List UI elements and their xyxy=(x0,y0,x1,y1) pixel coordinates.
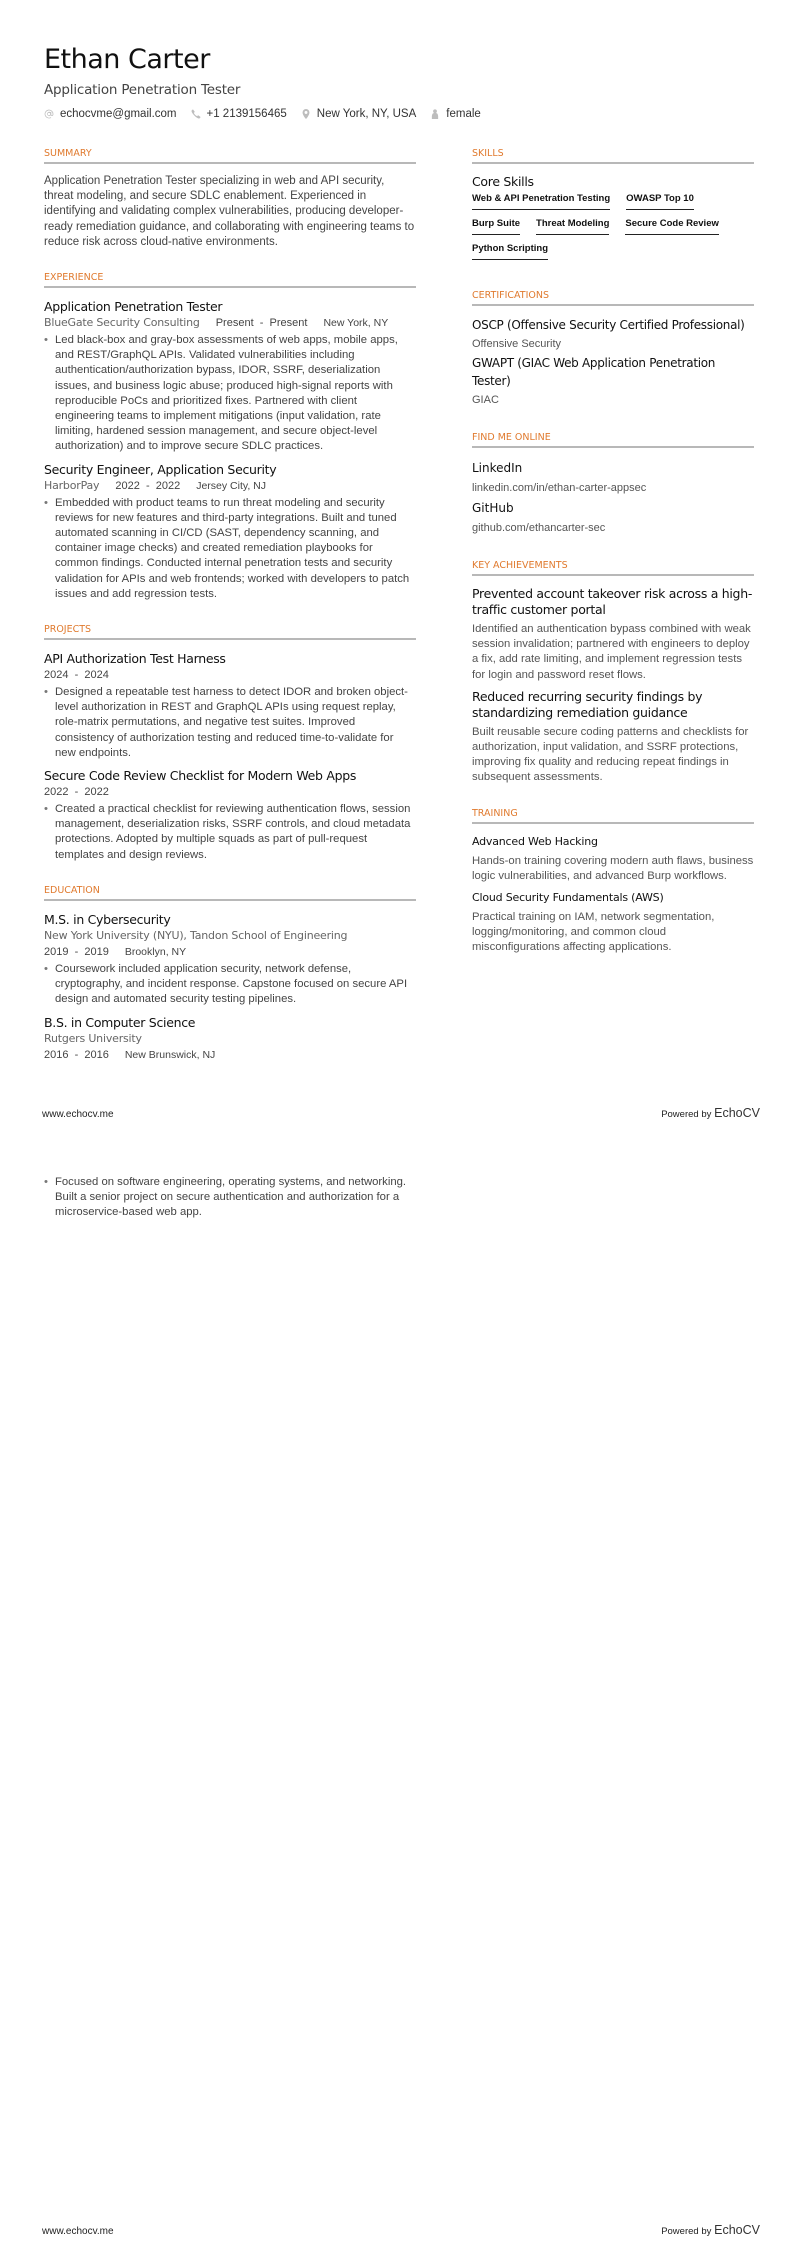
training-title: Cloud Security Fundamentals (AWS) xyxy=(472,891,664,905)
section-title: SUMMARY xyxy=(44,148,416,164)
education-meta xyxy=(44,1047,416,1063)
education-bullets xyxy=(44,1175,416,1221)
project-meta xyxy=(44,667,416,683)
person-icon xyxy=(430,109,440,119)
right-column xyxy=(472,148,754,978)
project-bullets xyxy=(44,685,416,761)
cert-name: OSCP (Offensive Security Certified Professional) xyxy=(472,318,745,332)
link-label-linkedin: LinkedIn xyxy=(472,461,523,475)
education-bullets xyxy=(44,962,416,1008)
job-dates: 2022 - 2022 xyxy=(115,479,181,492)
job-location: New York, NY xyxy=(323,317,389,330)
section-title: PROJECTS xyxy=(44,624,416,640)
contact-location xyxy=(301,108,417,120)
cert-name: GWAPT (GIAC Web Application Penetration Tester) xyxy=(472,356,716,388)
footer-powered xyxy=(661,2223,760,2237)
skills-group-title: Core Skills xyxy=(472,174,534,189)
achievement-desc: Identified an authentication bypass combined with weak session invalidation; partnered with engineers to deploy a fix, add rate limiting, and implement regression tests for login and password reset flows. xyxy=(472,623,751,681)
project-dates: 2024 - 2024 xyxy=(44,669,109,682)
contact-phone-text: +1 2139156465 xyxy=(206,108,287,120)
resume-page-2 xyxy=(0,1123,794,2246)
degree-title: B.S. in Computer Science xyxy=(44,1014,196,1030)
section-title: CERTIFICATIONS xyxy=(472,290,754,306)
map-pin-icon xyxy=(301,109,311,119)
job-title: Security Engineer, Application Security xyxy=(44,461,277,477)
contact-list xyxy=(44,108,495,120)
page-footer xyxy=(42,2223,760,2237)
section-title: EDUCATION xyxy=(44,885,416,901)
contact-gender xyxy=(430,108,481,120)
skill-tag: OWASP Top 10 xyxy=(626,193,694,210)
job-title: Application Penetration Tester xyxy=(44,299,223,315)
link-label-github: GitHub xyxy=(472,501,514,515)
cert-issuer: GIAC xyxy=(472,394,499,406)
online-section xyxy=(472,432,754,538)
skills-section xyxy=(472,148,754,268)
achievement-desc: Built reusable secure coding patterns and checklists for authorization, input validation, and SSRF protections, improving fix quality and reducing repeat findings in subsequent assessments. xyxy=(472,725,749,784)
contact-phone[interactable] xyxy=(191,108,287,120)
skill-tag: Burp Suite xyxy=(472,218,520,235)
project-title: API Authorization Test Harness xyxy=(44,651,226,667)
project-dates: 2022 - 2022 xyxy=(44,786,109,799)
contact-email-text: echocvme@gmail.com xyxy=(60,108,177,120)
education-dates: 2019 - 2019 xyxy=(44,945,109,958)
company-name: BlueGate Security Consulting xyxy=(44,316,200,330)
school-name: New York University (NYU), Tandon School of Engineering xyxy=(44,928,348,942)
education-entry xyxy=(44,911,416,1008)
skill-tag: Threat Modeling xyxy=(536,218,609,235)
education-dates: 2016 - 2016 xyxy=(44,1048,109,1061)
experience-section xyxy=(44,272,416,602)
training-section xyxy=(472,808,754,956)
job-location: Jersey City, NJ xyxy=(196,479,267,492)
training-title: Advanced Web Hacking xyxy=(472,834,598,848)
powered-by-label: Powered by xyxy=(661,2226,712,2237)
experience-entry xyxy=(44,298,416,455)
education-location: Brooklyn, NY xyxy=(124,945,187,958)
school-line xyxy=(44,1031,416,1047)
skill-tag: Secure Code Review xyxy=(625,218,718,235)
achievement-title: Prevented account takeover risk across a high-traffic customer portal xyxy=(472,586,753,617)
project-entry xyxy=(44,650,416,761)
page-footer xyxy=(42,1106,760,1120)
education-meta xyxy=(44,944,416,960)
powered-by-label: Powered by xyxy=(661,1109,712,1120)
training-desc: Hands-on training covering modern auth flaws, business logic vulnerabilities, and advanced Burp workflows. xyxy=(472,854,754,882)
education-continued xyxy=(44,1173,416,1227)
company-name: HarborPay xyxy=(44,478,100,492)
school-line xyxy=(44,928,416,944)
bullet-item: • Created a practical checklist for reviewing authentication flows, session management, deserialization risks, SSRF controls, and cloud metadata protections. Adopted by multiple squads as part of pull-request templates and design reviews. xyxy=(44,802,416,863)
section-title: FIND ME ONLINE xyxy=(472,432,754,448)
resume-header xyxy=(44,44,495,120)
projects-section xyxy=(44,624,416,863)
contact-gender-text: female xyxy=(446,108,481,120)
degree-title: M.S. in Cybersecurity xyxy=(44,911,171,927)
achievements-section xyxy=(472,560,754,786)
certifications-section xyxy=(472,290,754,410)
skill-tag: Web & API Penetration Testing xyxy=(472,193,610,210)
bullet-item: • Coursework included application security, network defense, cryptography, and incident response. Capstone focused on secure API design and automated security testing pipelines. xyxy=(44,962,416,1008)
bullet-item: • Designed a repeatable test harness to detect IDOR and broken object-level authorization in REST and GraphQL APIs using request replay, role-matrix permutations, and negative test suites. Improved consistency of authorization testing and reduced time-to-validate for new endpoints. xyxy=(44,685,416,761)
bullet-item: • Led black-box and gray-box assessments of web apps, mobile apps, and REST/GraphQL APIs. Validated vulnerabilities including authentication/authorization bypass, IDOR, SSRF, deserialization issues, and business logic abuse; produced high-signal reports with reproducible PoCs and prioritized fixes. Partnered with client engineering teams to implement mitigations (input validation, rate limiting, hardened session management, and secure object-level authorization) and to improve secure SDLC practices. xyxy=(44,333,416,455)
contact-email[interactable] xyxy=(44,108,177,120)
footer-website-link[interactable]: www.echocv.me xyxy=(42,1109,114,1120)
brand-link[interactable]: EchoCV xyxy=(714,2223,760,2237)
at-sign-icon xyxy=(44,109,54,119)
job-bullets xyxy=(44,333,416,455)
bullet-item: • Focused on software engineering, operating systems, and networking. Built a senior project on secure authentication and authorization for a microservice-based web app. xyxy=(44,1175,416,1221)
left-column xyxy=(44,148,416,1085)
project-bullets xyxy=(44,802,416,863)
job-bullets xyxy=(44,496,416,602)
link-url-linkedin[interactable]: linkedin.com/in/ethan-carter-appsec xyxy=(472,482,647,494)
phone-icon xyxy=(191,109,201,119)
experience-entry xyxy=(44,461,416,602)
candidate-name: Ethan Carter xyxy=(44,44,210,75)
bullet-item: • Embedded with product teams to run threat modeling and security reviews for new features and third-party integrations. Built and tuned automated scanning in CI/CD (SAST, dependency scanning, and container image checks) and created remediation playbooks for common findings. Conducted internal penetration tests and security validation for APIs and web frontends; worked with developers to patch issues and add regression tests. xyxy=(44,496,416,602)
section-title: EXPERIENCE xyxy=(44,272,416,288)
link-url-github[interactable]: github.com/ethancarter-sec xyxy=(472,522,606,534)
section-title: KEY ACHIEVEMENTS xyxy=(472,560,754,576)
project-entry xyxy=(44,767,416,863)
footer-powered xyxy=(661,1106,760,1120)
summary-section xyxy=(44,148,416,250)
education-section xyxy=(44,885,416,1063)
achievement-title: Reduced recurring security findings by standardizing remediation guidance xyxy=(472,688,703,720)
summary-text: Application Penetration Tester specializing in web and API security, threat modeling, and secure SDLC enablement. Experienced in identifying and validating complex vulnerabilities, producing developer-ready remediation guidance, and collaborating with engineering teams to reduce risk across cloud-native environments. xyxy=(44,175,415,248)
school-name: Rutgers University xyxy=(44,1031,142,1045)
training-desc: Practical training on IAM, network segmentation, logging/monitoring, and common cloud misconfigurations affecting applications. xyxy=(472,911,715,954)
job-dates: Present - Present xyxy=(215,317,308,330)
project-meta xyxy=(44,784,416,800)
job-meta xyxy=(44,315,416,331)
skill-tag: Python Scripting xyxy=(472,243,548,260)
footer-website-link[interactable]: www.echocv.me xyxy=(42,2226,114,2237)
job-meta xyxy=(44,478,416,494)
cert-issuer: Offensive Security xyxy=(472,338,562,350)
brand-link[interactable]: EchoCV xyxy=(714,1106,760,1120)
education-entry xyxy=(44,1014,416,1063)
section-title: TRAINING xyxy=(472,808,754,824)
education-location: New Brunswick, NJ xyxy=(124,1048,216,1061)
contact-location-text: New York, NY, USA xyxy=(316,108,417,120)
skills-list xyxy=(472,193,754,268)
project-title: Secure Code Review Checklist for Modern Web Apps xyxy=(44,768,357,784)
candidate-role: Application Penetration Tester xyxy=(44,82,241,98)
section-title: SKILLS xyxy=(472,148,754,164)
